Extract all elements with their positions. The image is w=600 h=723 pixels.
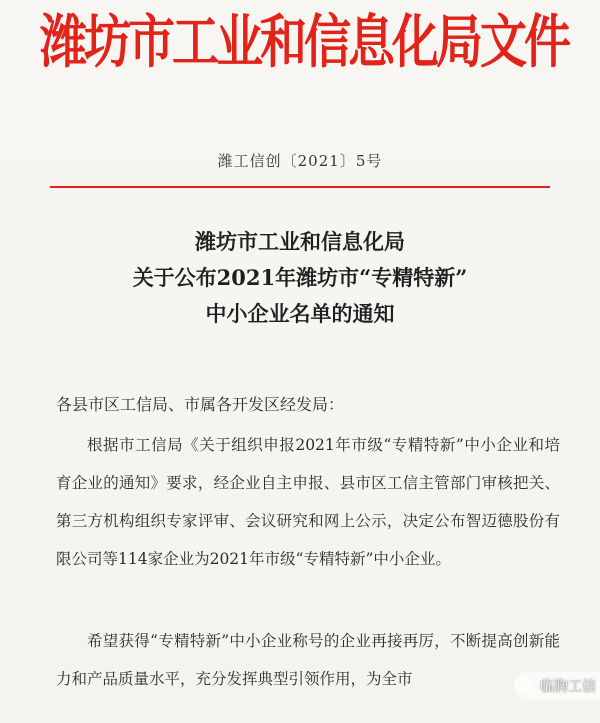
red-divider-line bbox=[50, 186, 550, 188]
salutation: 各县市区工信局、市属各开发区经发局： bbox=[56, 395, 345, 414]
title-line-1: 潍坊市工业和信息化局 bbox=[195, 229, 405, 254]
document-number: 潍工信创〔2021〕5号 bbox=[217, 152, 383, 170]
notice-title bbox=[0, 224, 600, 332]
watermark-text: 临朐工信 bbox=[540, 679, 596, 695]
body-paragraph-2: 希望获得“专精特新”中小企业称号的企业再接再厉，不断提高创新能力和产品质量水平，充分发挥典型引领作用，为全市 bbox=[56, 632, 560, 688]
body-paragraph-1: 根据市工信局《关于组织申报2021年市级“专精特新”中小企业和培育企业的通知》要求，经企业自主申报、县市区工信主管部门审核把关、第三方机构组织专家评审、会议研究和网上公示，决定公布智迈德股份有限公司等114家企业为2021年市级“专精特新”中小企业。 bbox=[56, 436, 560, 568]
masthead-title: 潍坊市工业和信息化局文件 bbox=[40, 8, 568, 76]
title-line-3: 中小企业名单的通知 bbox=[205, 301, 395, 326]
title-line-2: 关于公布2021年潍坊市“专精特新” bbox=[132, 265, 468, 290]
wechat-icon bbox=[514, 675, 536, 697]
account-watermark bbox=[514, 672, 600, 700]
